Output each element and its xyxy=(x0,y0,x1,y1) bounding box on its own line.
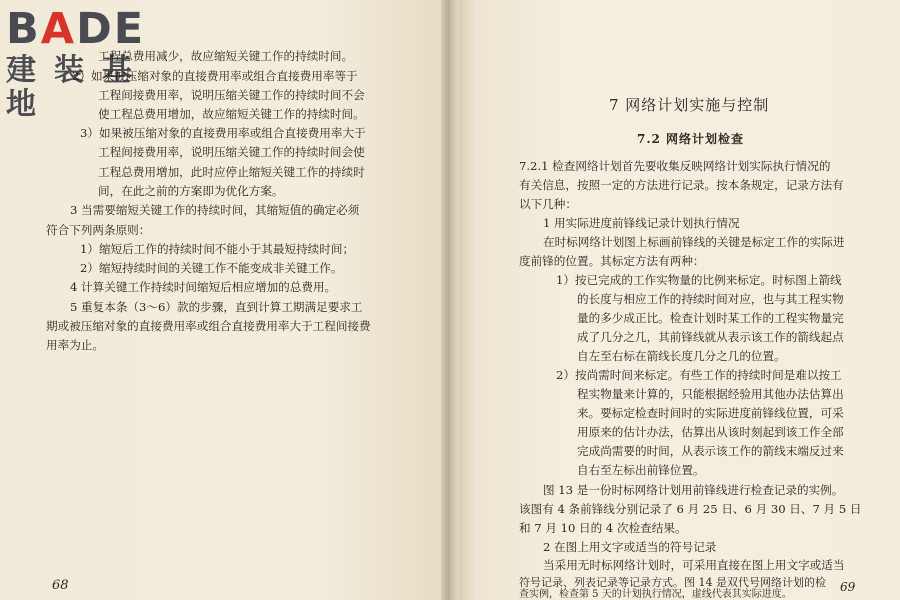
right-line-9: 量的多少成正比。检查计划时某工作的工程实物量完 xyxy=(577,311,844,325)
logo-text-en: BADE xyxy=(6,4,146,54)
left-line-2: 2）如果被压缩对象的直接费用率或组合直接费用率等于 xyxy=(72,69,358,83)
right-line-7: 1）按已完成的工作实物量的比例来标定。时标图上箭线 xyxy=(556,273,842,287)
right-line-2: 有关信息，按照一定的方法进行记录。按本条规定，记录方法有 xyxy=(519,178,844,192)
right-line-18: 图 13 是一份时标网络计划用前锋线进行检查记录的实例。 xyxy=(543,483,844,497)
right-line-15: 用原来的估计办法，估算出从该时刻起到该工作全部 xyxy=(577,425,844,439)
left-line-9: 3 当需要缩短关键工作的持续时间，其缩短值的确定必须 xyxy=(70,203,360,217)
left-line-14: 5 重复本条（3～6）款的步骤，直到计算工期满足要求工 xyxy=(70,300,363,314)
right-line-6: 度前锋的位置。其标定方法有两种： xyxy=(519,254,705,268)
right-line-4: 1 用实际进度前锋线记录计划执行情况 xyxy=(543,216,740,230)
left-line-5: 3）如果被压缩对象的直接费用率或组合直接费用率大于 xyxy=(80,126,366,140)
logo-text-cn: 建装基地 xyxy=(6,53,150,122)
right-line-3: 以下几种： xyxy=(519,197,577,211)
right-line-5: 在时标网络计划图上标画前锋线的关键是标定工作的实际进 xyxy=(543,235,845,249)
right-page-number: 69 xyxy=(840,580,856,594)
left-line-8: 间，在此之前的方案即为优化方案。 xyxy=(98,184,284,198)
left-line-10: 符合下列两条原则： xyxy=(46,223,151,237)
left-line-4: 使工程总费用增加，故应缩短关键工作的持续时间。 xyxy=(98,107,365,121)
right-line-8: 的长度与相应工作的持续时间对应，也与其工程实物 xyxy=(577,292,844,306)
chapter-title: 7 网络计划实施与控制 xyxy=(609,96,770,114)
right-line-19: 该图有 4 条前锋线分别记录了 6 月 25 日、6 月 30 日、7 月 5 日 xyxy=(519,502,862,516)
left-line-7: 工程总费用增加，此时应停止缩短关键工作的持续时 xyxy=(98,165,365,179)
right-line-12: 2）按尚需时间来标定。有些工作的持续时间是难以按工 xyxy=(556,368,842,382)
right-line-11: 自左至右标在箭线长度几分之几的位置。 xyxy=(577,349,786,363)
left-line-15: 期或被压缩对象的直接费用率或组合直接费用率大于工程间接费 xyxy=(46,319,371,333)
right-line-17: 自右至左标出前锋位置。 xyxy=(577,463,705,477)
left-line-1: 工程总费用减少，故应缩短关键工作的持续时间。 xyxy=(98,49,354,63)
right-line-10: 成了几分之几，其前锋线就从表示该工作的箭线起点 xyxy=(577,330,844,344)
left-line-12: 2）缩短持续时间的关键工作不能变成非关键工作。 xyxy=(80,261,343,275)
right-line-1: 7.2.1 检查网络计划首先要收集反映网络计划实际执行情况的 xyxy=(519,159,831,173)
book-gutter xyxy=(441,0,459,600)
left-line-13: 4 计算关键工作持续时间缩短后相应增加的总费用。 xyxy=(70,280,337,294)
left-line-16: 用率为止。 xyxy=(46,338,104,352)
right-line-22: 当采用无时标网络计划时，可采用直接在图上用文字或适当 xyxy=(543,558,845,572)
section-title: 7.2 网络计划检查 xyxy=(637,132,745,146)
right-line-13: 程实物量来计算的，只能根据经验用其他办法估算出 xyxy=(577,387,844,401)
right-line-14: 来。要标定检查时间时的实际进度前锋线位置，可采 xyxy=(577,406,844,420)
right-line-21: 2 在图上用文字或适当的符号记录 xyxy=(543,540,717,554)
right-line-23: 符号记录、列表记录等记录方式。图 14 是双代号网络计划的检 xyxy=(519,576,826,589)
right-line-24: 查实例，检查第 5 天的计划执行情况，虚线代表其实际进度。 xyxy=(519,589,792,600)
right-line-20: 和 7 月 10 日的 4 次检查结果。 xyxy=(519,521,687,535)
left-page-number: 68 xyxy=(52,578,69,593)
right-line-16: 完成尚需要的时间，从表示该工作的箭线末端反过来 xyxy=(577,444,844,458)
left-line-6: 工程间接费用率，说明压缩关键工作的持续时间会使 xyxy=(98,145,365,159)
left-line-3: 工程间接费用率，说明压缩关键工作的持续时间不会 xyxy=(98,88,365,102)
left-line-11: 1）缩短后工作的持续时间不能小于其最短持续时间； xyxy=(80,242,355,256)
